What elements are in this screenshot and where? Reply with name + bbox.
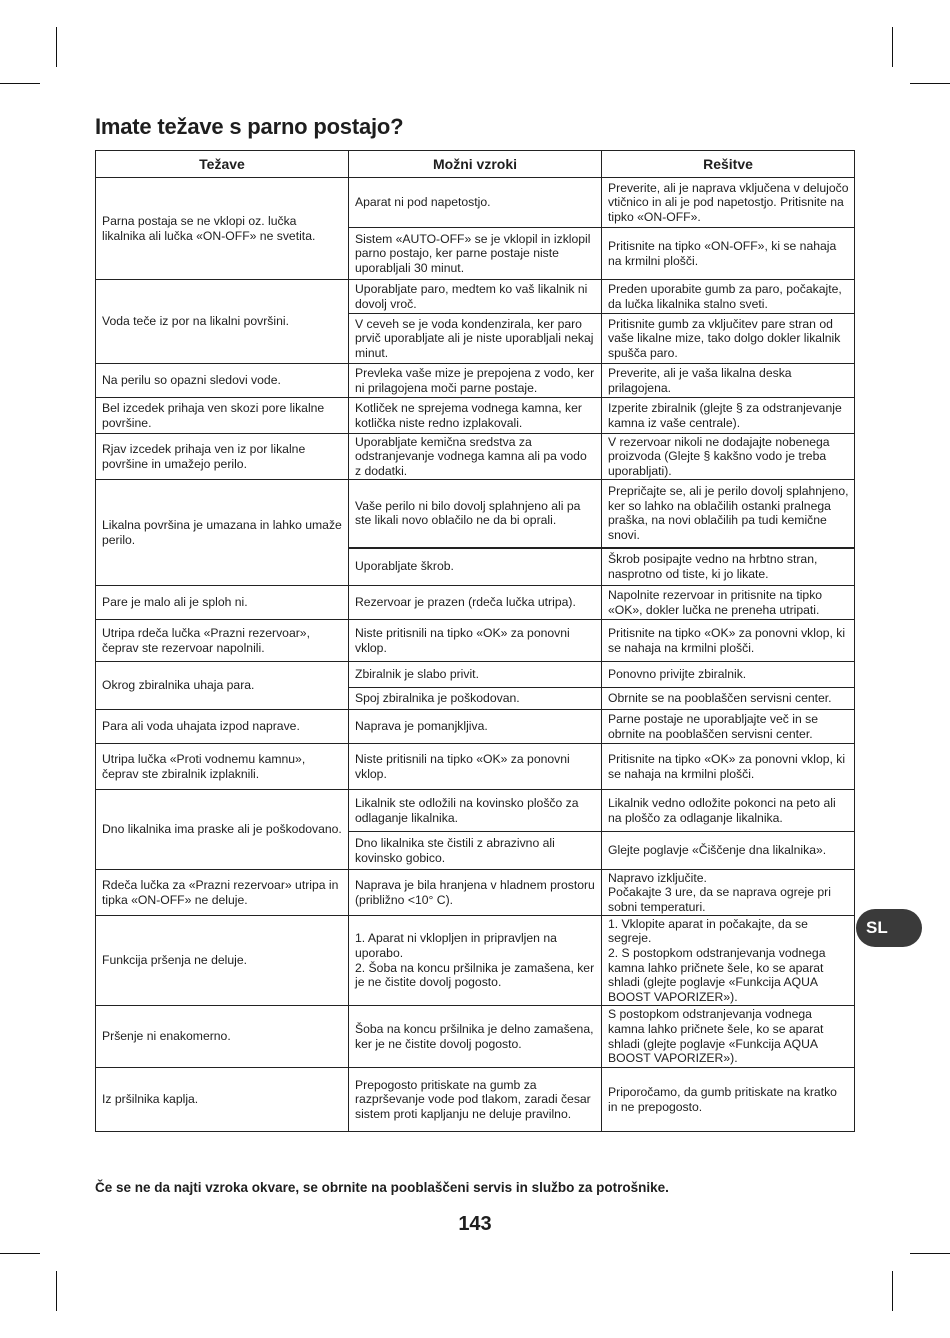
- cause-cell: Uporabljate kemična sredstva za odstranjevanje vodnega kamna ali pa vodo z dodatki.: [349, 434, 602, 480]
- solution-cell: Parne postaje ne uporabljajte več in se obrnite na pooblaščen servisni center.: [602, 710, 855, 744]
- solution-cell: Napolnite rezervoar in pritisnite na tipko «OK», dokler lučka ne preneha utripati.: [602, 586, 855, 620]
- solution-cell: Glejte poglavje «Čiščenje dna likalnika».: [602, 832, 855, 870]
- problem-cell: Na perilu so opazni sledovi vode.: [96, 364, 349, 398]
- cause-cell: 1. Aparat ni vklopljen in pripravljen na uporabo. 2. Šoba na koncu pršilnika je zamašena, ker je ne čistite dovolj pogosto.: [349, 916, 602, 1006]
- cause-cell: Prepogosto pritiskate na gumb za razprševanje vode pod tlakom, zaradi česar sistem proti kapljanju ne deluje pravilno.: [349, 1068, 602, 1132]
- problem-cell: Likalna površina je umazana in lahko umaže perilo.: [96, 480, 349, 586]
- solution-cell: Preverite, ali je naprava vključena v delujočo vtičnico in ali je pod napetostjo. Pritisnite na tipko «ON-OFF».: [602, 178, 855, 228]
- table-row: [96, 620, 855, 662]
- solution-cell: Pritisnite gumb za vključitev pare stran od vaše likalne mize, tako dolgo dokler likalnik spušča paro.: [602, 314, 855, 364]
- table-row: [96, 434, 855, 480]
- table-row: [96, 586, 855, 620]
- problem-cell: Dno likalnika ima praske ali je poškodovano.: [96, 790, 349, 870]
- problem-cell: Iz pršilnika kaplja.: [96, 1068, 349, 1132]
- column-header-solutions: Rešitve: [602, 151, 855, 178]
- table-body: [96, 178, 855, 1132]
- cause-cell: Dno likalnika ste čistili z abrazivno ali kovinsko gobico.: [349, 832, 602, 870]
- problem-cell: Okrog zbiralnika uhaja para.: [96, 662, 349, 710]
- problem-cell: Parna postaja se ne vklopi oz. lučka likalnika ali lučka «ON-OFF» ne svetita.: [96, 178, 349, 280]
- crop-mark: [910, 1253, 950, 1254]
- solution-cell: 1. Vklopite aparat in počakajte, da se segreje. 2. S postopkom odstranjevanja vodnega kamna lahko pričnete šele, ko se aparat shladi (glejte poglavje «Funkcija AQUA BOOST VAPORIZER»).: [602, 916, 855, 1006]
- table-row: [96, 710, 855, 744]
- troubleshooting-table: [95, 150, 855, 1132]
- problem-cell: Pare je malo ali je sploh ni.: [96, 586, 349, 620]
- problem-cell: Rjav izcedek prihaja ven iz por likalne površine in umažejo perilo.: [96, 434, 349, 480]
- solution-cell: Obrnite se na pooblaščen servisni center.: [602, 688, 855, 710]
- solution-cell: Priporočamo, da gumb pritiskate na kratko in ne prepogosto.: [602, 1068, 855, 1132]
- solution-cell: Prepričajte se, ali je perilo dovolj splahnjeno, ker so lahko na oblačilih ostanki pralnega praška, na novi oblačilih pa tudi kemične snovi.: [602, 480, 855, 548]
- cause-cell: Uporabljate paro, medtem ko vaš likalnik ni dovolj vroč.: [349, 280, 602, 314]
- cause-cell: Sistem «AUTO-OFF» se je vklopil in izklopil parno postajo, ker parne postaje niste uporabljali 30 minut.: [349, 228, 602, 280]
- solution-cell: S postopkom odstranjevanja vodnega kamna lahko pričnete šele, ko se aparat shladi (glejte poglavje «Funkcija AQUA BOOST VAPORIZER»).: [602, 1006, 855, 1068]
- column-header-causes: Možni vzroki: [349, 151, 602, 178]
- problem-cell: Voda teče iz por na likalni površini.: [96, 280, 349, 364]
- crop-mark: [56, 27, 57, 67]
- cause-cell: Naprava je pomanjkljiva.: [349, 710, 602, 744]
- cause-cell: Spoj zbiralnika je poškodovan.: [349, 688, 602, 710]
- table-row: [96, 870, 855, 916]
- crop-mark: [0, 83, 40, 84]
- cause-cell: Šoba na koncu pršilnika je delno zamašena, ker je ne čistite dovolj pogosto.: [349, 1006, 602, 1068]
- solution-cell: Pritisnite na tipko «ON-OFF», ki se nahaja na krmilni plošči.: [602, 228, 855, 280]
- table-row: [96, 790, 855, 832]
- solution-cell: Pritisnite na tipko «OK» za ponovni vklop, ki se nahaja na krmilni plošči.: [602, 620, 855, 662]
- page-number: 143: [458, 1213, 492, 1235]
- table-row: [96, 916, 855, 1006]
- cause-cell: Zbiralnik je slabo privit.: [349, 662, 602, 688]
- problem-cell: Pršenje ni enakomerno.: [96, 1006, 349, 1068]
- cause-cell: Prevleka vaše mize je prepojena z vodo, ker ni prilagojena moči parne postaje.: [349, 364, 602, 398]
- cause-cell: V ceveh se je voda kondenzirala, ker paro prvič uporabljate ali je niste uporabljali nekaj minut.: [349, 314, 602, 364]
- problem-cell: Bel izcedek prihaja ven skozi pore likalne površine.: [96, 398, 349, 434]
- solution-cell: Napravo izključite. Počakajte 3 ure, da se naprava ogreje pri sobni temperaturi.: [602, 870, 855, 916]
- crop-mark: [910, 83, 950, 84]
- cause-cell: Niste pritisnili na tipko «OK» za ponovni vklop.: [349, 744, 602, 790]
- crop-mark: [56, 1271, 57, 1311]
- table-header-row: [96, 151, 855, 178]
- cause-cell: Naprava je bila hranjena v hladnem prostoru (približno <10° C).: [349, 870, 602, 916]
- crop-mark: [892, 1271, 893, 1311]
- table-row: [96, 1006, 855, 1068]
- solution-cell: Preverite, ali je vaša likalna deska prilagojena.: [602, 364, 855, 398]
- page-title: Imate težave s parno postajo?: [95, 114, 404, 139]
- solution-cell: Škrob posipajte vedno na hrbtno stran, nasprotno od tiste, ki jo likate.: [602, 548, 855, 586]
- cause-cell: Likalnik ste odložili na kovinsko ploščo za odlaganje likalnika.: [349, 790, 602, 832]
- problem-cell: Para ali voda uhajata izpod naprave.: [96, 710, 349, 744]
- cause-cell: Niste pritisnili na tipko «OK» za ponovni vklop.: [349, 620, 602, 662]
- table-row: [96, 364, 855, 398]
- solution-cell: Ponovno privijte zbiralnik.: [602, 662, 855, 688]
- table-row: [96, 662, 855, 688]
- cause-cell: Rezervoar je prazen (rdeča lučka utripa).: [349, 586, 602, 620]
- solution-cell: V rezervoar nikoli ne dodajajte nobenega proizvoda (Glejte § kakšno vodo je treba uporabljati).: [602, 434, 855, 480]
- crop-mark: [892, 27, 893, 67]
- solution-cell: Preden uporabite gumb za paro, počakajte, da lučka likalnika stalno sveti.: [602, 280, 855, 314]
- solution-cell: Pritisnite na tipko «OK» za ponovni vklop, ki se nahaja na krmilni plošči.: [602, 744, 855, 790]
- problem-cell: Utripa rdeča lučka «Prazni rezervoar», čeprav ste rezervoar napolnili.: [96, 620, 349, 662]
- cause-cell: Vaše perilo ni bilo dovolj splahnjeno ali pa ste likali novo oblačilo ne da bi oprali.: [349, 480, 602, 548]
- solution-cell: Likalnik vedno odložite pokonci na peto ali na ploščo za odlaganje likalnika.: [602, 790, 855, 832]
- table-row: [96, 480, 855, 548]
- language-tab: SL: [856, 909, 922, 947]
- table-row: [96, 178, 855, 228]
- footer-note: Če se ne da najti vzroka okvare, se obrnite na pooblaščeni servis in službo za potrošnike.: [95, 1180, 669, 1195]
- cause-cell: Aparat ni pod napetostjo.: [349, 178, 602, 228]
- problem-cell: Utripa lučka «Proti vodnemu kamnu», čeprav ste zbiralnik izplaknili.: [96, 744, 349, 790]
- table-row: [96, 398, 855, 434]
- column-header-problems: Težave: [96, 151, 349, 178]
- table-row: [96, 1068, 855, 1132]
- table-row: [96, 280, 855, 314]
- cause-cell: Kotliček ne sprejema vodnega kamna, ker kotlička niste redno izplakovali.: [349, 398, 602, 434]
- table-row: [96, 744, 855, 790]
- crop-mark: [0, 1253, 40, 1254]
- problem-cell: Funkcija pršenja ne deluje.: [96, 916, 349, 1006]
- cause-cell: Uporabljate škrob.: [349, 548, 602, 586]
- solution-cell: Izperite zbiralnik (glejte § za odstranjevanje kamna iz vaše centrale).: [602, 398, 855, 434]
- problem-cell: Rdeča lučka za «Prazni rezervoar» utripa in tipka «ON-OFF» ne deluje.: [96, 870, 349, 916]
